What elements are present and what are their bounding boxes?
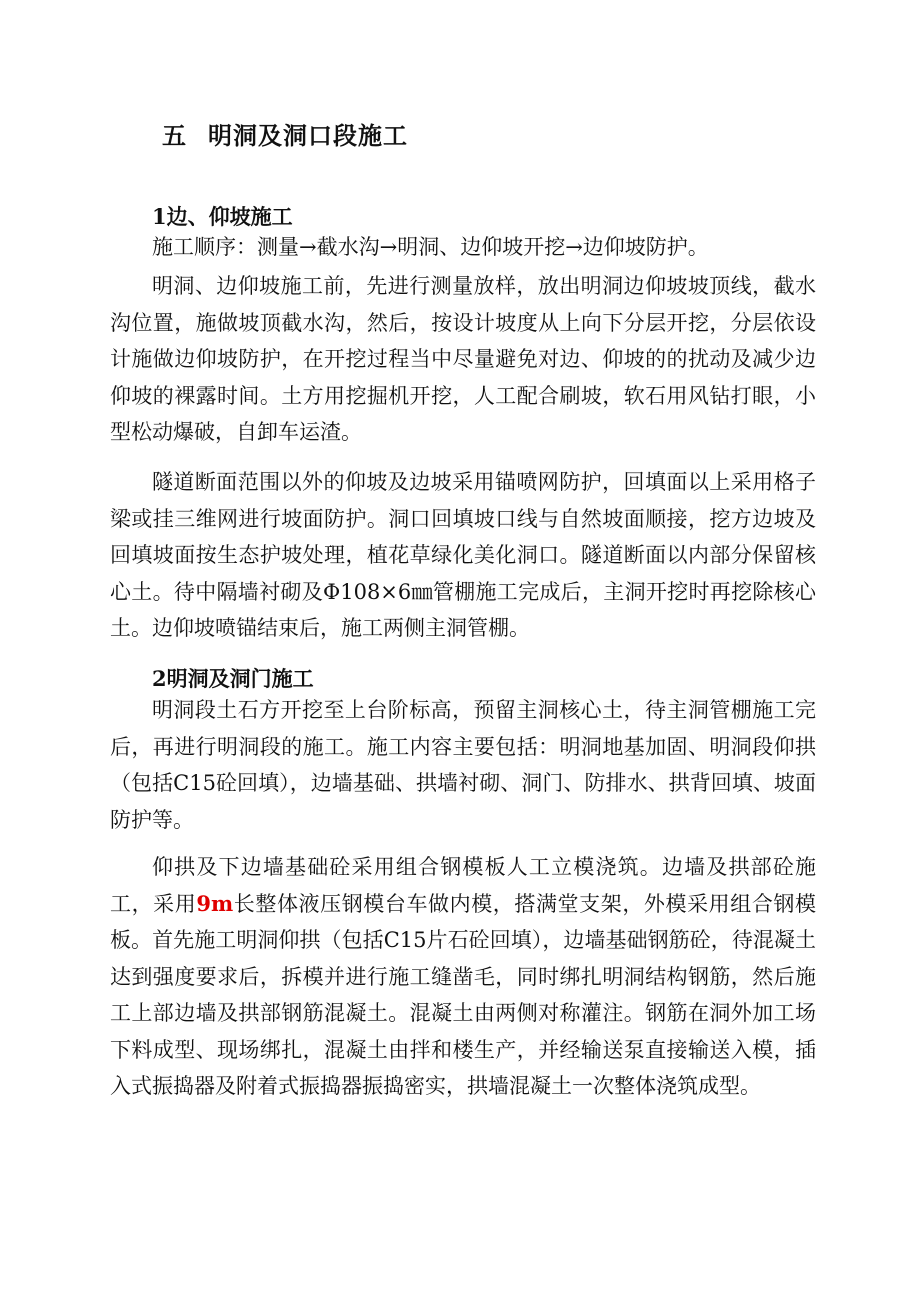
paragraph-concrete-pouring bbox=[110, 849, 816, 1105]
section-heading-1: 1边、仰坡施工 bbox=[152, 204, 293, 229]
paragraph-slope-protection: 隧道断面范围以外的仰坡及边坡采用锚喷网防护，回填面以上采用格子梁或挂三维网进行坡面防护。洞口回填坡口线与自然坡面顺接，挖方边坡及回填坡面按生态护坡处理，植花草绿化美化洞口。隧道断面以内部分保留核心土。待中隔墙衬砌及Φ108×6㎜管棚施工完成后，主洞开挖时再挖除核心土。边仰坡喷锚结束后，施工两侧主洞管棚。 bbox=[110, 470, 816, 640]
paragraph-text-before: 仰拱及下边墙基础砼采用组合钢模板人工立模浇筑。边墙及拱部砼施工，采用 bbox=[110, 855, 816, 916]
chapter-title bbox=[162, 116, 408, 151]
paragraph-construction-sequence: 施工顺序：测量→截水沟→明洞、边仰坡开挖→边仰坡防护。 bbox=[152, 235, 709, 259]
paragraph-text-after: 长整体液压钢模台车做内模，搭满堂支架，外模采用组合钢模板。首先施工明洞仰拱（包括C15片石砼回填），边墙基础钢筋砼，待混凝土达到强度要求后，拆模并进行施工缝凿毛，同时绑扎明洞结构钢筋，然后施工上部边墙及拱部钢筋混凝土。混凝土由两侧对称灌注。钢筋在洞外加工场下料成型、现场绑扎，混凝土由拌和楼生产，并经输送泵直接输送入模，插入式振捣器及附着式振捣器振捣密实，拱墙混凝土一次整体浇筑成型。 bbox=[110, 891, 816, 1098]
section-heading-2: 2明洞及洞门施工 bbox=[152, 666, 314, 691]
chapter-number: 五 bbox=[162, 121, 187, 150]
chapter-title-text: 明洞及洞口段施工 bbox=[208, 121, 408, 150]
paragraph-slope-excavation: 明洞、边仰坡施工前，先进行测量放样，放出明洞边仰坡坡顶线，截水沟位置，施做坡顶截水沟，然后，按设计坡度从上向下分层开挖，分层依设计施做边仰坡防护，在开挖过程当中尽量避免对边、仰坡的的扰动及减少边仰坡的裸露时间。土方用挖掘机开挖，人工配合刷坡，软石用风钻打眼，小型松动爆破，自卸车运渣。 bbox=[110, 274, 816, 444]
paragraph-open-cut-tunnel: 明洞段土石方开挖至上台阶标高，预留主洞核心土，待主洞管棚施工完后，再进行明洞段的施工。施工内容主要包括：明洞地基加固、明洞段仰拱（包括C15砼回填），边墙基础、拱墙衬砌、洞门、防排水、拱背回填、坡面防护等。 bbox=[110, 698, 816, 832]
highlighted-length: 9m bbox=[196, 890, 234, 916]
